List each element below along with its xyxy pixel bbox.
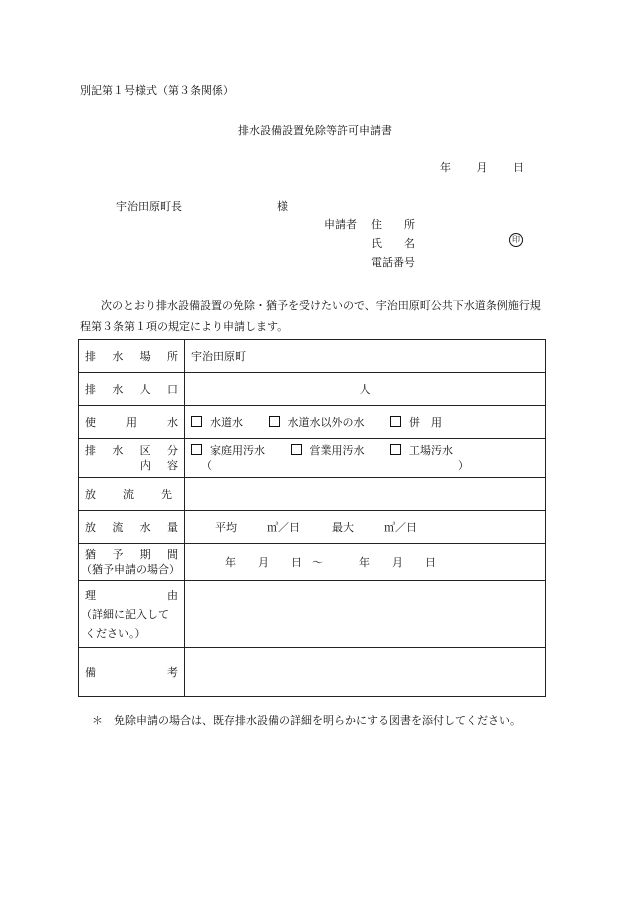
- grace-period-label: 猶 予 期 間 （猶予申請の場合）: [79, 544, 185, 581]
- date-line: [440, 159, 524, 175]
- discharge-volume-label: 放 流 水 量: [79, 511, 185, 544]
- application-table: [78, 339, 546, 697]
- discharge-destination-field[interactable]: [185, 478, 546, 511]
- drainage-population-field[interactable]: 人: [185, 373, 546, 406]
- checkbox-business[interactable]: [291, 444, 302, 455]
- addressee-honorific: 様: [277, 200, 288, 213]
- checkbox-factory[interactable]: [390, 444, 401, 455]
- reason-field[interactable]: [185, 581, 546, 648]
- phone-label: 電話番号: [371, 256, 415, 269]
- intro-text: 次のとおり排水設備設置の免除・猶予を受けたいので、宇治田原町公共下水道条例施行規程第３条第１項の規定により申請します。: [80, 299, 541, 333]
- checkbox-non-tap-water[interactable]: [269, 416, 280, 427]
- checkbox-combined[interactable]: [390, 416, 401, 427]
- discharge-destination-label: 放 流 先: [79, 478, 185, 511]
- grace-period-field[interactable]: 年 月 日 ～ 年 月 日: [185, 544, 546, 581]
- seal-mark: 印: [509, 233, 523, 247]
- drainage-type-options: 家庭用汚水 営業用汚水 工場汚水 （ ）: [185, 439, 546, 478]
- table-row: [79, 439, 546, 478]
- document-title: 排水設備設置免除等許可申請書: [238, 124, 392, 137]
- table-row: [79, 581, 546, 648]
- discharge-volume-field[interactable]: 平均 ㎥／日 最大 ㎥／日: [185, 511, 546, 544]
- name-label: 氏 名: [371, 237, 415, 250]
- water-use-label: 使 用 水: [79, 406, 185, 439]
- remarks-label: 備 考: [79, 648, 185, 697]
- table-row: [79, 406, 546, 439]
- drainage-type-label: 排 水 区 分 内 容: [79, 439, 185, 478]
- date-day: 日: [513, 161, 524, 174]
- date-year: 年: [440, 161, 451, 174]
- table-row: [79, 544, 546, 581]
- details-field[interactable]: （ ）: [201, 459, 469, 472]
- date-month: 月: [476, 161, 488, 174]
- table-row: [79, 373, 546, 406]
- reason-label: 理 由 （詳細に記入して ください。）: [79, 581, 185, 648]
- drainage-population-label: 排 水 人 口: [79, 373, 185, 406]
- table-row: [79, 478, 546, 511]
- table-row: [79, 648, 546, 697]
- drainage-location-label: 排 水 場 所: [79, 340, 185, 373]
- water-use-options: 水道水 水道水以外の水 併 用: [185, 406, 546, 439]
- form-label: 別記第１号様式（第３条関係）: [80, 84, 234, 97]
- checkbox-household[interactable]: [191, 444, 202, 455]
- footnote: ＊ 免除申請の場合は、既存排水設備の詳細を明らかにする図書を添付してください。: [92, 714, 521, 727]
- table-row: [79, 340, 546, 373]
- address-label: 住 所: [371, 218, 415, 231]
- remarks-field[interactable]: [185, 648, 546, 697]
- table-row: [79, 511, 546, 544]
- drainage-location-field[interactable]: 宇治田原町: [185, 340, 546, 373]
- checkbox-tap-water[interactable]: [191, 416, 202, 427]
- applicant-label: 申請者: [324, 218, 357, 231]
- addressee-name: 宇治田原町長: [116, 200, 182, 213]
